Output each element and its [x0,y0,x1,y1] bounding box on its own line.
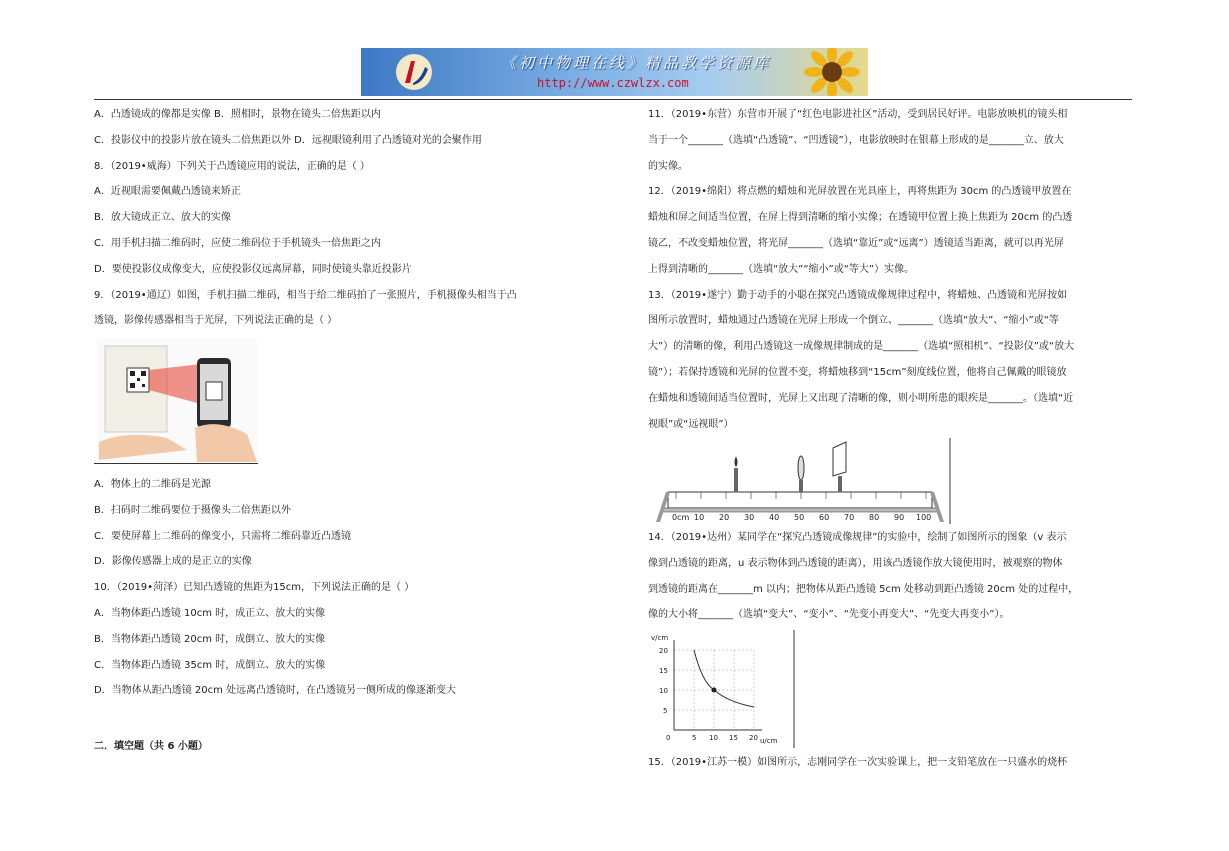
text-line: D．当物体从距凸透镜 20cm 处远离凸透镜时，在凸透镜另一侧所成的像逐渐变大 [94,685,457,697]
text-line: 14．（2019•达州）某同学在“探究凸透镜成像规律”的实验中，绘制了如图所示的图象（v 表示 [648,532,1067,543]
text-line: 12．（2019•绵阳）将点燃的蜡烛和光屏放置在光具座上，再将焦距为 30cm 的凸透镜甲放置在 [648,186,1072,198]
ruler-label: 0cm [672,513,690,522]
ruler-label: 30 [744,513,755,522]
sunflower-image [802,48,862,96]
ruler-label: 20 [719,513,730,522]
header-banner [361,48,868,96]
ruler-label: 60 [819,513,830,522]
text-line: 透镜，影像传感器相当于光屏，下列说法正确的是（ ） [94,315,338,327]
y-tick: 20 [659,647,668,655]
banner-url[interactable]: http://www.czwlzx.com [537,76,689,90]
text-line: 8．（2019•威海）下列关于凸透镜应用的说法，正确的是（ ） [94,160,370,172]
section-title: 二．填空题（共 6 小题） [94,741,208,753]
ruler-label: 50 [794,513,805,522]
x-tick: 5 [692,734,697,742]
text-line: 上得到清晰的_______（选填“放大”“缩小”或“等大”）实像。 [648,263,915,275]
text-line: 像的大小将_______（选填“变大”、“变小”、“先变小再变大”、“先变大再变小”）。 [648,609,1010,621]
ruler-label: 10 [694,513,705,522]
text-line: B．扫码时二维码要位于摄像头二倍焦距以外 [94,504,291,516]
text-line: 15．（2019•江苏一模）如图所示，志刚同学在一次实验课上，把一支铅笔放在一只盛水的烧杯 [648,757,1068,768]
right-column [648,102,1138,437]
origin-label: 0 [666,734,671,742]
x-tick: 10 [709,734,718,742]
convex-lens [798,456,804,492]
text-line: 当于一个_______（选填“凸透镜”、“凹透镜”），电影放映时在银幕上形成的是_______立、放大 [648,134,1064,146]
text-line: 10．（2019•菏泽）已知凸透镜的焦距为15cm，下列说法正确的是（ ） [94,582,415,594]
right-column-3 [648,750,1138,776]
y-tick: 15 [659,667,668,675]
header-rule [94,99,1132,100]
candle [734,456,738,492]
text-line: A．物体上的二维码是光源 [94,479,211,490]
text-line: 图所示放置时，蜡烛通过凸透镜在光屏上形成一个倒立、_______（选填“放大”、“缩小”或“等 [648,315,1059,327]
text-line: 9．（2019•通辽）如图，手机扫描二维码，相当于给二维码拍了一张照片，手机摄像头相当于凸 [94,289,517,301]
text-line: A．当物体距凸透镜 10cm 时，成正立、放大的实像 [94,607,326,619]
site-logo [395,53,433,91]
text-line: D．影像传感器上成的是正立的实像 [94,556,252,568]
figure-rule [94,463,258,464]
text-line: C．当物体距凸透镜 35cm 时，成倒立、放大的实像 [94,659,326,671]
text-line: 13．（2019•遂宁）勤于动手的小聪在探究凸透镜成像规律过程中，将蜡烛、凸透镜和光屏按如 [648,289,1068,301]
text-line: A．近视眼需要佩戴凸透镜来矫正 [94,186,241,198]
x-axis-label: u/cm [760,737,778,745]
text-line: A．凸透镜成的像都是实像 B．照相时，景物在镜头二倍焦距以内 [94,109,381,120]
ruler-label: 90 [894,513,905,522]
y-axis-label: v/cm [651,634,669,642]
ruler-label: 40 [769,513,780,522]
phone-scan-photo [97,338,257,462]
text-line: 视眼”或“远视眼”） [648,418,734,430]
text-line: C．投影仪中的投影片放在镜头二倍焦距以外 D．远视眼镜利用了凸透镜对光的会聚作用 [94,134,482,146]
text-line: B．放大镜成正立、放大的实像 [94,212,231,224]
ruler-label: 80 [869,513,880,522]
text-line: 的实像。 [648,160,688,172]
light-screen [833,442,846,492]
ruler-label: 100 [916,513,932,522]
left-column-2 [94,472,634,760]
text-line: 镜乙，不改变蜡烛位置，将光屏_______（选填“靠近”或“远离”）透镜适当距离，就可以再光屏 [648,237,1064,249]
y-tick: 10 [659,687,668,695]
text-line: B．当物体距凸透镜 20cm 时，成倒立、放大的实像 [94,633,326,645]
left-column [94,102,634,334]
banner-title: 《初中物理在线》精品教学资源库 [501,54,772,72]
text-line: 蜡烛和屏之间适当位置，在屏上得到清晰的缩小实像；在透镜甲位置上换上焦距为 20cm 的凸透 [648,212,1073,224]
text-line: 镜”）；若保持透镜和光屏的位置不变，将蜡烛移到“15cm”刻度线位置，他将自己佩戴的眼镜放 [648,366,1067,378]
ruler-label: 70 [844,513,855,522]
text-line: 到透镜的距离在_______m 以内；把物体从距凸透镜 5cm 处移动到距凸透镜 20cm 处的过程中， [648,583,1079,595]
x-tick: 20 [749,734,758,742]
text-line: 11．（2019•东营）东营市开展了“红色电影进社区”活动，受到居民好评。电影放映机的镜头相 [648,109,1068,120]
optical-bench-figure [650,438,952,524]
text-line: 在蜡烛和透镜间适当位置时，光屏上又出现了清晰的像，则小明所患的眼疾是_______。（选填“近 [648,392,1074,404]
text-line: C．用手机扫描二维码时，应使二维码位于手机镜头一倍焦距之内 [94,237,381,249]
text-line: 大”）的清晰的像，利用凸透镜这一成像规律制成的是_______（选填“照相机”、“投影仪”或“放大 [648,341,1075,353]
y-tick: 5 [663,707,668,715]
text-line: D．要使投影仪成像变大，应使投影仪远离屏幕，同时使镜头靠近投影片 [94,263,412,275]
text-line: C．要使屏幕上二维码的像变小，只需将二维码靠近凸透镜 [94,530,351,542]
text-line: 像到凸透镜的距离，u 表示物体到凸透镜的距离），用该凸透镜作放大镜使用时，被观察的物体 [648,557,1063,569]
right-column-2 [648,525,1138,628]
v-u-graph [650,630,795,748]
x-tick: 15 [729,734,738,742]
